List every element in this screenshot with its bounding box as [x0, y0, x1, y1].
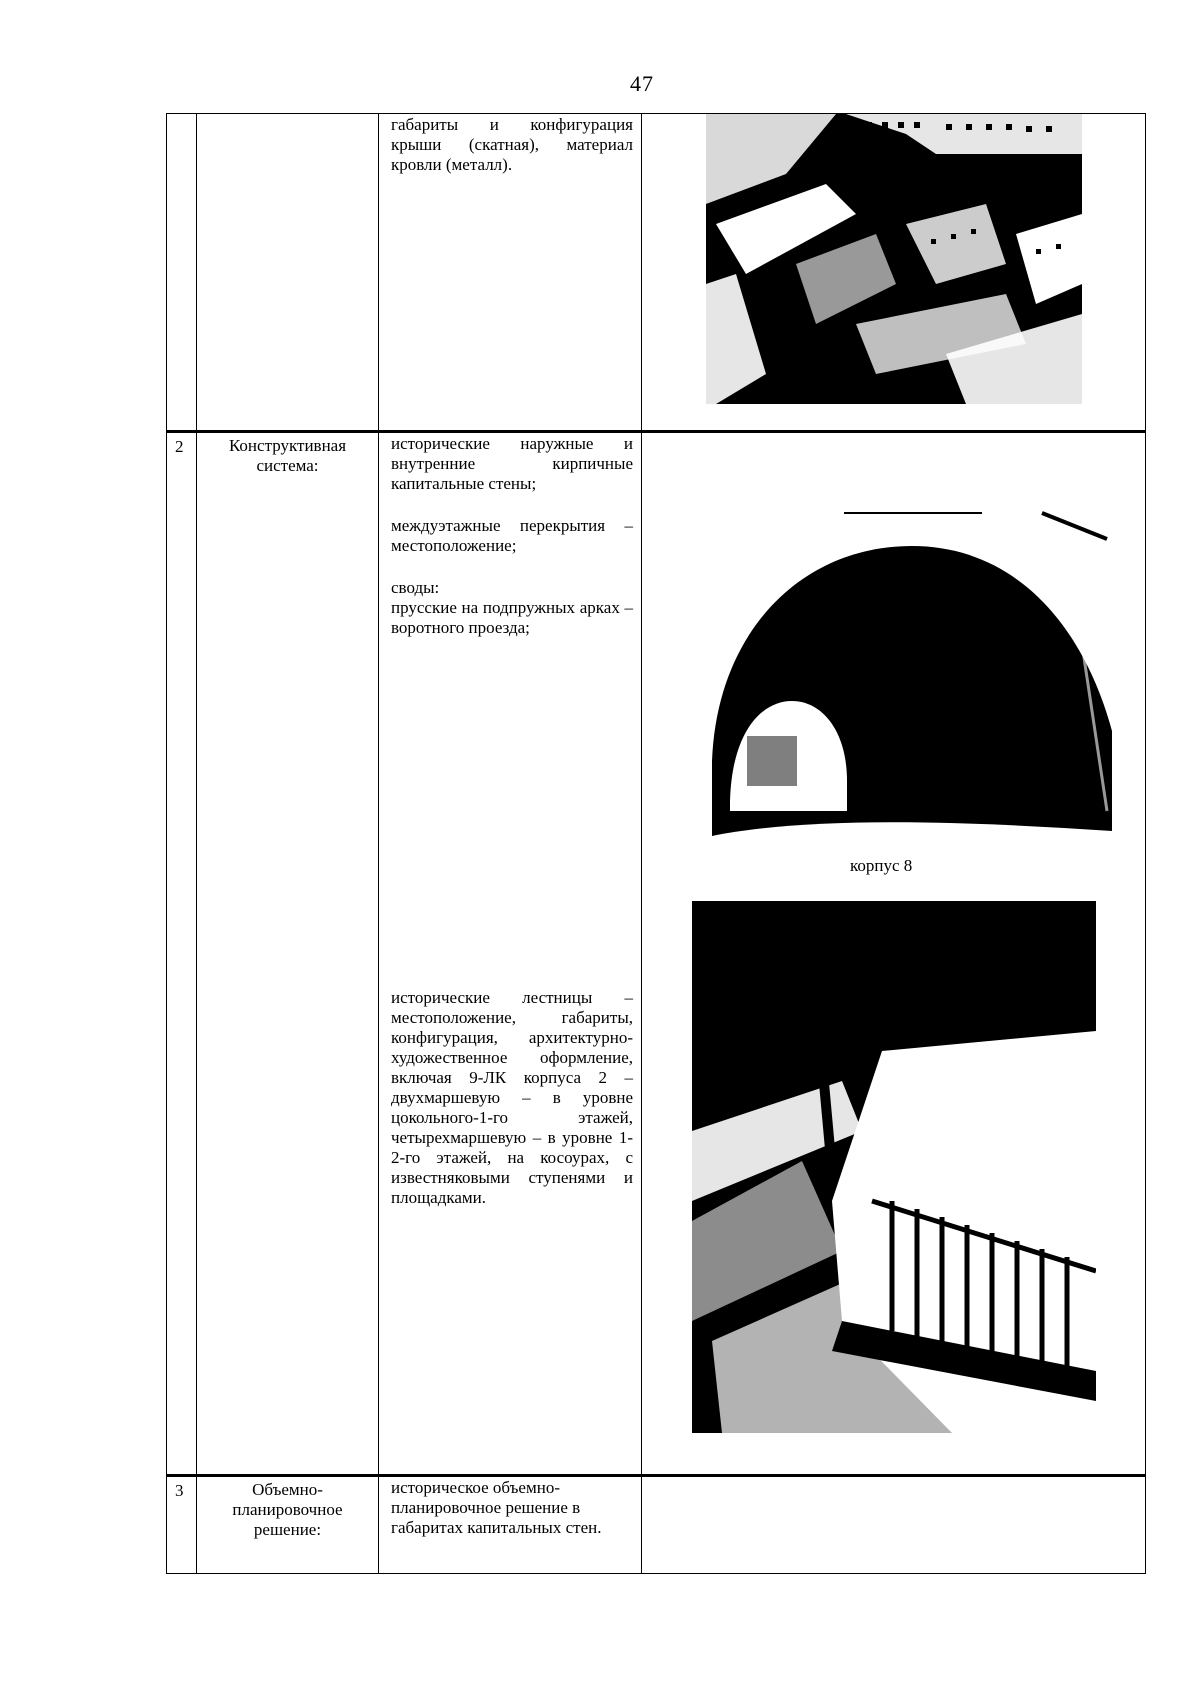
row-description [379, 114, 642, 432]
photo-cell [642, 1476, 1146, 1574]
archway-photo [712, 511, 1112, 853]
row-number: 3 [167, 1476, 197, 1574]
row-name: Конструктивная система: [197, 432, 379, 1476]
photo-caption: корпус 8 [850, 856, 913, 875]
aerial-roof-photo [706, 114, 1082, 404]
row-description [379, 1476, 642, 1574]
row-number: 2 [167, 432, 197, 1476]
description-planning: историческое объемно-планировочное решение в габаритах капитальных стен. [391, 1478, 602, 1537]
description-floors: междуэтажные перекрытия – местоположение; [391, 516, 633, 555]
table-row [167, 114, 1146, 432]
photo-cell [642, 432, 1146, 1476]
row-name: Объемно-планировочное решение: [197, 1476, 379, 1574]
staircase-photo [692, 901, 1096, 1433]
description-vaults-heading: своды: [391, 578, 440, 597]
table-row [167, 432, 1146, 1476]
description-walls: исторические наружные и внутренние кирпичные капитальные стены; [391, 434, 633, 493]
row-number [167, 114, 197, 432]
row-name [197, 114, 379, 432]
row-description [379, 432, 642, 1476]
monument-subject-table [166, 113, 1146, 1574]
description-stairs: исторические лестницы – местоположение, габариты, конфигурация, архитектурно-художественное оформление, включая 9-ЛК корпуса 2 – двухмаршевую – в уровне цокольного-1-го этажей, четырехмаршевую – в уровне 1-2-го этажей, на косоурах, с известняковыми ступенями и площадками. [391, 988, 633, 1207]
page-number: 47 [630, 71, 654, 96]
photo-cell [642, 114, 1146, 432]
description-roof: габариты и конфигурация крыши (скатная), материал кровли (металл). [391, 115, 633, 174]
description-vaults: прусские на подпружных арках – воротного проезда; [391, 598, 633, 637]
table-row [167, 1476, 1146, 1574]
